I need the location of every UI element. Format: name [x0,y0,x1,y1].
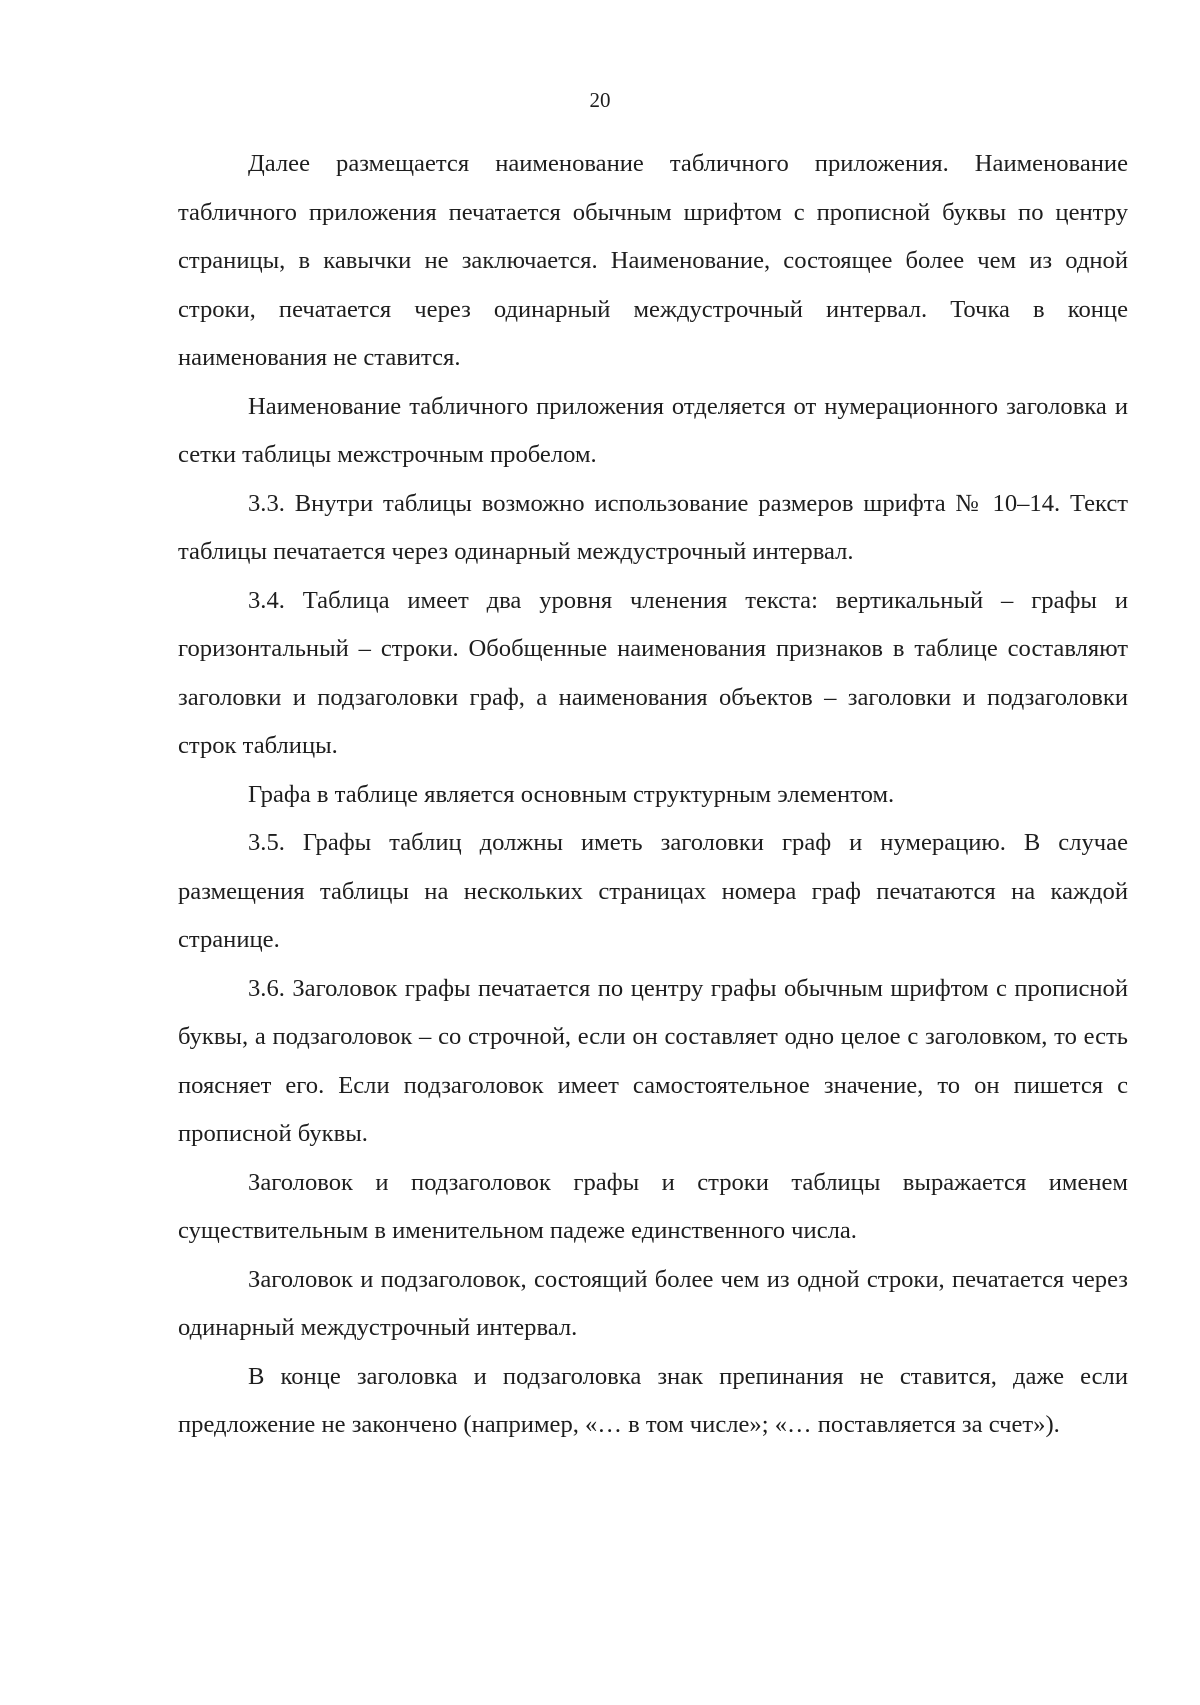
paragraph: 3.3. Внутри таблицы возможно использование размеров шрифта № 10–14. Текст таблицы печатается через одинарный междустрочный интервал. [178,489,1128,565]
paragraph: Графа в таблице является основным структурным элементом. [248,780,895,808]
paragraph: Заголовок и подзаголовок графы и строки таблицы выражается именем существительным в именительном падеже единственного числа. [178,1168,1128,1244]
paragraph: Наименование табличного приложения отделяется от нумерационного заголовка и сетки таблицы межстрочным пробелом. [178,392,1128,468]
page-number: 20 [589,88,611,112]
body-text [178,140,1128,1450]
paragraph: Далее размещается наименование табличного приложения. Наименование табличного приложения печатается обычным шрифтом с прописной буквы по центру страницы, в кавычки не заключается. Наименование, состоящее более чем из одной строки, печатается через одинарный междустрочный интервал. Точка в конце наименования не ставится. [178,150,1128,371]
paragraph: 3.4. Таблица имеет два уровня членения текста: вертикальный – графы и горизонтальный – строки. Обобщенные наименования признаков в таблице составляют заголовки и подзаголовки граф, а наименования объектов – заголовки и подзаголовки строк таблицы. [178,586,1128,759]
paragraph: 3.6. Заголовок графы печатается по центру графы обычным шрифтом с прописной буквы, а подзаголовок – со строчной, если он составляет одно целое с заголовком, то есть поясняет его. Если подзаголовок имеет самостоятельное значение, то он пишется с прописной буквы. [178,974,1128,1147]
paragraph: Заголовок и подзаголовок, состоящий более чем из одной строки, печатается через одинарный междустрочный интервал. [178,1265,1128,1341]
paragraph: 3.5. Графы таблиц должны иметь заголовки граф и нумерацию. В случае размещения таблицы на нескольких страницах номера граф печатаются на каждой странице. [178,829,1128,953]
paragraph: В конце заголовка и подзаголовка знак препинания не ставится, даже если предложение не закончено (например, «… в том числе»; «… поставляется за счет»). [178,1362,1128,1438]
